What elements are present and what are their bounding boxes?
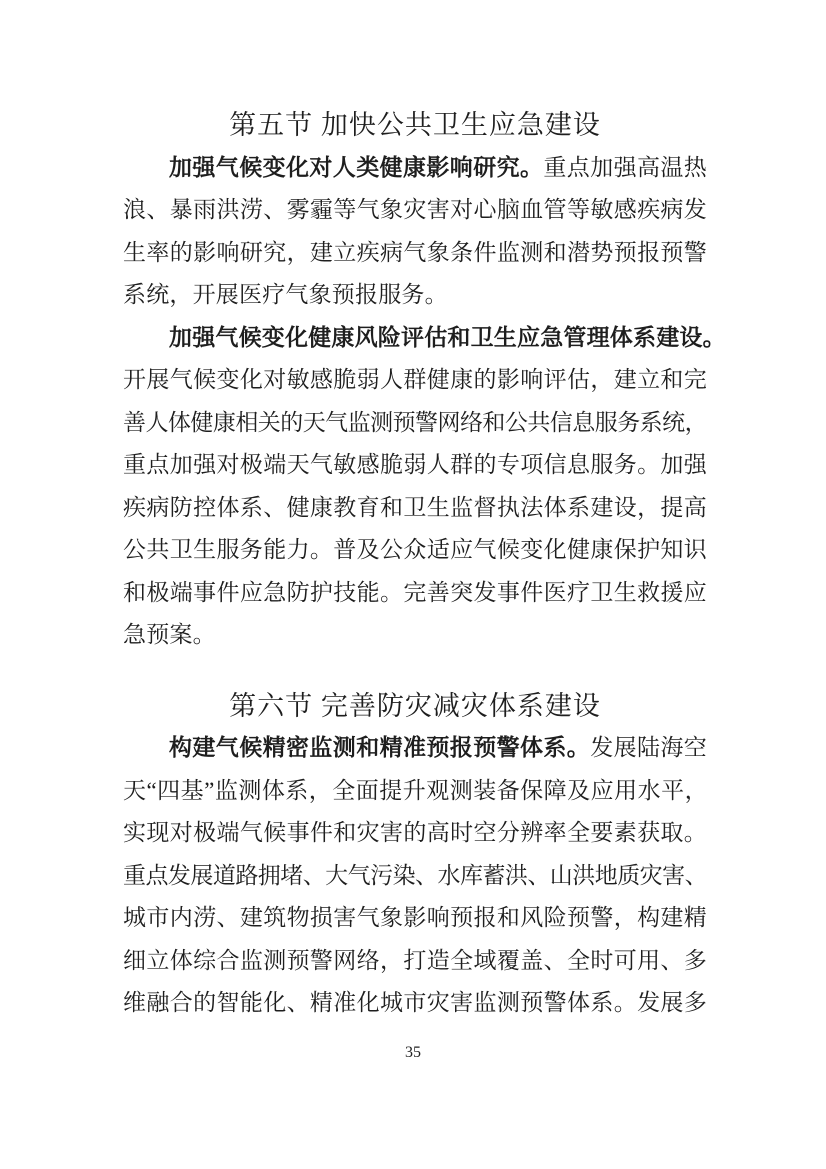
paragraph-line: 城市内涝、建筑物损害气象影响预报和风险预警，构建精 xyxy=(123,905,707,930)
paragraph-line: 天“四基”监测体系，全面提升观测装备保障及应用水平， xyxy=(123,777,707,803)
section-6-heading: 第六节 完善防灾减灾体系建设 xyxy=(229,690,601,721)
page-number: 35 xyxy=(405,1044,421,1061)
paragraph-line: 和极端事件应急防护技能。完善突发事件医疗卫生救援应 xyxy=(123,579,707,605)
paragraph-line: 细立体综合监测预警网络，打造全域覆盖、全时可用、多 xyxy=(123,947,707,973)
paragraph-line: 浪、暴雨洪涝、雾霾等气象灾害对心脑血管等敏感疾病发 xyxy=(123,197,707,222)
page-content xyxy=(123,104,726,1025)
paragraph-health-research xyxy=(123,147,707,317)
paragraph-line: 开展气候变化对敏感脆弱人群健康的影响评估，建立和完 xyxy=(123,367,707,392)
paragraph-lead-bold: 构建气候精密监测和精准预报预警体系。 xyxy=(169,735,591,760)
section-5-heading: 第五节 加快公共卫生应急建设 xyxy=(229,110,601,140)
paragraph-lead-bold: 加强气候变化对人类健康影响研究。 xyxy=(169,154,544,180)
paragraph-line: 系统，开展医疗气象预报服务。 xyxy=(123,282,448,307)
paragraph-line xyxy=(123,317,726,360)
paragraph-lead-bold: 加强气候变化健康风险评估和卫生应急管理体系建设。 xyxy=(169,324,726,350)
paragraph-line: 疾病防控体系、健康教育和卫生监督执法体系建设，提高 xyxy=(123,494,707,520)
paragraph-line: 实现对极端气候事件和灾害的高时空分辨率全要素获取。 xyxy=(123,820,707,845)
paragraph-line: 善人体健康相关的天气监测预警网络和公共信息服务系统， xyxy=(123,409,707,435)
paragraph-risk-assessment xyxy=(123,317,726,657)
paragraph-line: 重点发展道路拥堵、大气污染、水库蓄洪、山洪地质灾害、 xyxy=(123,862,707,888)
paragraph-line: 公共卫生服务能力。普及公众适应气候变化健康保护知识 xyxy=(123,537,707,562)
paragraph-text: 发展陆海空 xyxy=(590,735,708,760)
paragraph-line xyxy=(123,727,707,770)
paragraph-text: 重点加强高温热 xyxy=(543,154,708,180)
paragraph-line xyxy=(123,147,707,190)
paragraph-line: 急预案。 xyxy=(123,622,216,647)
paragraph-line: 生率的影响研究，建立疾病气象条件监测和潜势预报预警 xyxy=(123,239,707,265)
paragraph-line: 重点加强对极端天气敏感脆弱人群的专项信息服务。加强 xyxy=(123,452,707,477)
paragraph-monitoring-system xyxy=(123,727,707,1025)
paragraph-line: 维融合的智能化、精准化城市灾害监测预警体系。发展多 xyxy=(123,990,707,1015)
